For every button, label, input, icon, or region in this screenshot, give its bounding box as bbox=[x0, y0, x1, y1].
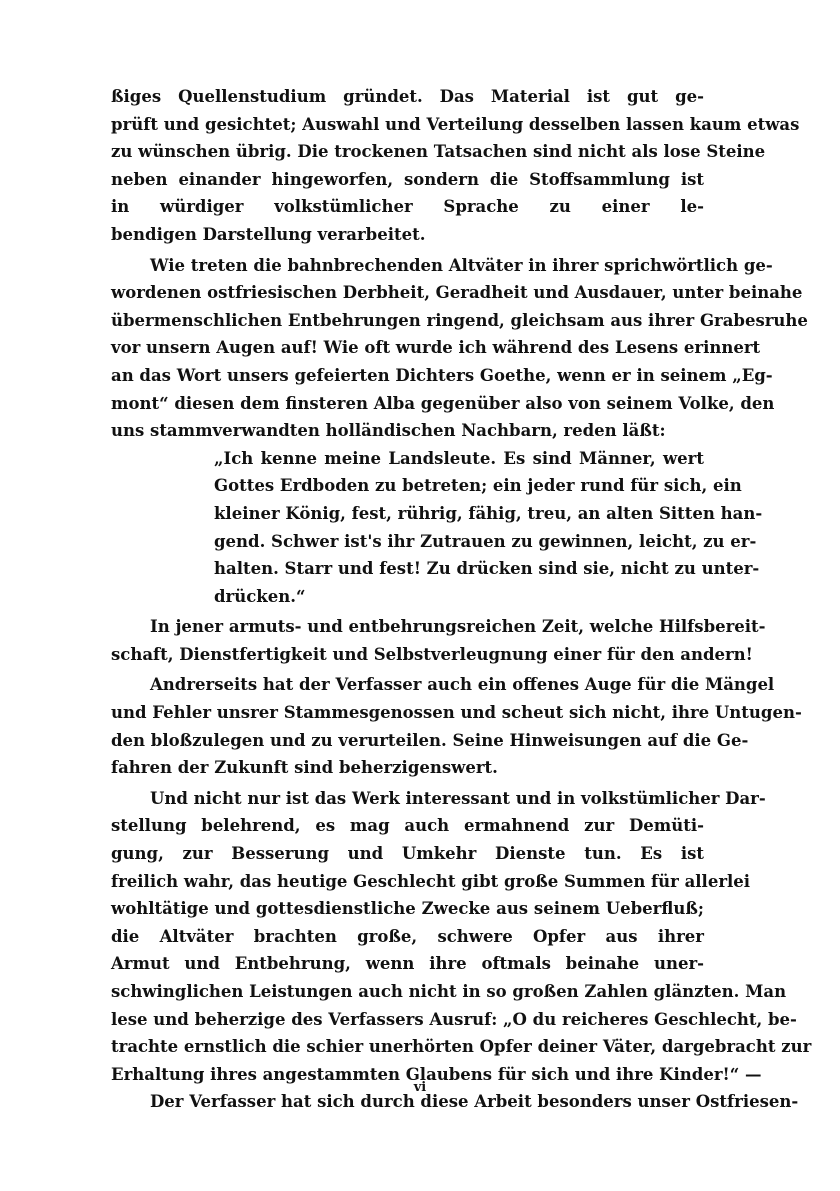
text-line: In jener armuts- und entbehrungsreichen Zeit, welche Hilfsbereit- bbox=[150, 617, 766, 637]
text-line: übermenschlichen Entbehrungen ringend, gleichsam aus ihrer Grabesruhe bbox=[111, 310, 808, 330]
text-line: lese und beherzige des Verfassers Ausruf: „O du reicheres Geschlecht, be- bbox=[111, 1009, 797, 1029]
paragraph-2 bbox=[111, 252, 808, 445]
quote-line: halten. Starr und fest! Zu drücken sind sie, nicht zu unter- bbox=[214, 559, 760, 579]
quote-line: drücken.“ bbox=[214, 586, 306, 606]
text-line: uns stammverwandten holländischen Nachbarn, reden läßt: bbox=[111, 421, 666, 441]
text-line: gung, zur Besserung und Umkehr Dienste tun. Es ist bbox=[111, 844, 704, 864]
text-line: schwinglichen Leistungen auch nicht in so großen Zahlen glänzten. Man bbox=[111, 982, 787, 1001]
text-line: vor unsern Augen auf! Wie oft wurde ich während des Lesens erinnert bbox=[111, 338, 761, 358]
text-line: mont“ diesen dem finsteren Alba gegenüber also von seinem Volke, den bbox=[111, 393, 775, 413]
text-line: zu wünschen übrig. Die trockenen Tatsachen sind nicht als lose Steine bbox=[111, 142, 766, 162]
text-line: Armut und Entbehrung, wenn ihre oftmals beinahe uner- bbox=[111, 954, 704, 974]
quote-line: kleiner König, fest, rührig, fähig, treu, an alten Sitten han- bbox=[214, 503, 763, 523]
paragraph-1 bbox=[111, 83, 800, 249]
paragraph-4 bbox=[111, 671, 802, 781]
text-line: den bloßzulegen und zu verurteilen. Seine Hinweisungen auf die Ge- bbox=[111, 730, 749, 750]
paragraph-5 bbox=[111, 785, 812, 1089]
text-line: trachte ernstlich die schier unerhörten Opfer deiner Väter, dargebracht zur bbox=[111, 1037, 812, 1057]
quote-line: Gottes Erdboden zu betreten; ein jeder rund für sich, ein bbox=[214, 476, 742, 496]
text-line: in würdiger volkstümlicher Sprache zu einer le- bbox=[111, 197, 704, 217]
text-line: wohltätige und gottesdienstliche Zwecke aus seinem Ueberfluß; bbox=[111, 899, 704, 919]
text-line: die Altväter brachten große, schwere Opfer aus ihrer bbox=[111, 926, 704, 946]
page-number: vi bbox=[413, 1080, 427, 1095]
quote-line: „Ich kenne meine Landsleute. Es sind Männer, wert bbox=[214, 448, 704, 468]
text-line: schaft, Dienstfertigkeit und Selbstverleugnung einer für den andern! bbox=[111, 644, 753, 664]
paragraph-3 bbox=[111, 613, 766, 668]
quote-line: gend. Schwer ist's ihr Zutrauen zu gewinnen, leicht, zu er- bbox=[214, 531, 757, 551]
body-text bbox=[111, 83, 812, 1116]
text-line: Und nicht nur ist das Werk interessant und in volkstümlicher Dar- bbox=[150, 788, 766, 808]
goethe-quote bbox=[214, 445, 763, 611]
text-line: und Fehler unsrer Stammesgenossen und scheut sich nicht, ihre Untugen- bbox=[111, 703, 802, 723]
text-line: ßiges Quellenstudium gründet. Das Material ist gut ge- bbox=[111, 87, 704, 106]
text-line: fahren der Zukunft sind beherzigenswert. bbox=[111, 758, 498, 778]
text-line: prüft und gesichtet; Auswahl und Verteilung desselben lassen kaum etwas bbox=[111, 114, 800, 134]
text-line: Der Verfasser hat sich durch diese Arbeit besonders unser Ostfriesen- bbox=[150, 1092, 799, 1112]
text-line: Andrerseits hat der Verfasser auch ein offenes Auge für die Mängel bbox=[150, 675, 775, 695]
text-line: an das Wort unsers gefeierten Dichters Goethe, wenn er in seinem „Eg- bbox=[111, 365, 773, 385]
text-line: Erhaltung ihres angestammten Glaubens für sich und ihre Kinder!“ — bbox=[111, 1064, 762, 1084]
text-line: wordenen ostfriesischen Derbheit, Geradheit und Ausdauer, unter beinahe bbox=[111, 283, 803, 303]
text-line: freilich wahr, das heutige Geschlecht gibt große Summen für allerlei bbox=[111, 871, 751, 891]
text-line: bendigen Darstellung verarbeitet. bbox=[111, 224, 426, 244]
text-line: stellung belehrend, es mag auch ermahnend zur Demüti- bbox=[111, 816, 704, 836]
text-line: neben einander hingeworfen, sondern die Stoffsammlung ist bbox=[111, 169, 704, 189]
text-line: Wie treten die bahnbrechenden Altväter in ihrer sprichwörtlich ge- bbox=[150, 255, 773, 275]
